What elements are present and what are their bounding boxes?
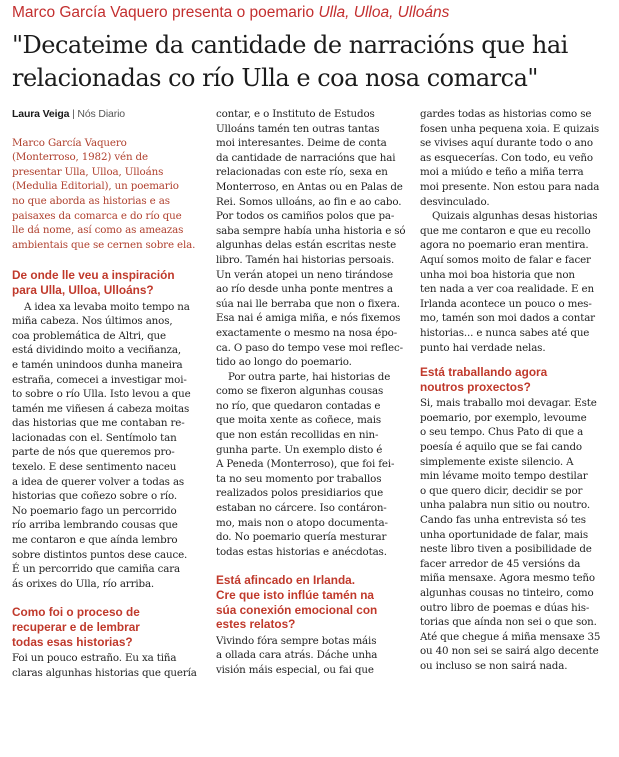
question-heading — [12, 605, 212, 649]
text-line: claras algunhas historias que quería — [12, 666, 197, 679]
text-line: todas estas historias e anécdotas. — [216, 545, 387, 558]
text-line: Por outra parte, hai historias de — [228, 370, 391, 383]
text-line: estaban no cárcere. Iso contáron- — [216, 502, 387, 515]
text-line: sobre distintos puntos dese cauce. — [12, 548, 188, 561]
text-line: ás orixes do Ulla, río arriba. — [12, 577, 155, 590]
text-line: outro libro de poemas e dúas his- — [420, 601, 590, 614]
text-line: Até que chegue á miña mensaxe 35 — [420, 630, 601, 643]
text-line: que moita xente as coñece, mais — [216, 414, 382, 427]
text-line: lle dá nome, así como as ameazas — [12, 224, 184, 237]
text-line: poesía é aquilo que se fai cando — [420, 441, 582, 454]
text-line: De onde lle veu a inspiración — [12, 268, 175, 283]
text-line: contar, e o Instituto de Estudos — [216, 108, 375, 120]
text-line: facer arredor de 45 versións da — [420, 557, 581, 570]
text-line: ao río desde unha ponte mentres a — [216, 283, 393, 296]
text-line: do. No poemario quería mesturar — [216, 531, 387, 544]
text-line: saba sempre había unha historia e só — [216, 224, 406, 237]
kicker-text: Marco García Vaquero presenta o poemario — [12, 4, 319, 21]
byline — [12, 107, 212, 122]
question-heading — [420, 365, 619, 394]
text-line: Aquí somos moito de falar e facer — [420, 253, 591, 266]
text-line: relacionadas con este río, sexa en — [216, 166, 388, 179]
text-line: A Peneda (Monterroso), que foi fei- — [216, 458, 395, 471]
text-line: neste libro tiven a posibilidade de — [420, 543, 592, 556]
text-line: ca. O paso do tempo vese moi reflec- — [216, 341, 403, 354]
article-headline — [12, 29, 612, 95]
text-line: unha oportunidade de falar, mais — [420, 528, 588, 541]
question-heading — [12, 268, 212, 297]
article-kicker — [12, 4, 612, 22]
text-line: súa conexión emocional con — [216, 602, 378, 617]
text-line: lacionadas con el. Sentímolo tan — [12, 431, 177, 444]
text-line: Marco García Vaquero — [12, 136, 127, 149]
text-line: to sobre o río Ulla. Isto levou a que — [12, 388, 191, 401]
text-line: Foi un pouco estraño. Eu xa tiña — [12, 652, 177, 665]
column-3 — [420, 107, 619, 674]
text-line: desvinculado. — [420, 195, 490, 208]
text-line: Cando fas unha entrevista só tes — [420, 514, 586, 527]
text-line: mo, mais non o atopo documenta- — [216, 516, 388, 529]
text-line: (Medulia Editorial), un poemario — [12, 180, 179, 193]
kicker-book-title: Ulla, Ulloa, Ulloáns — [318, 4, 450, 21]
text-line: presentar Ulla, Ulloa, Ulloáns — [12, 165, 164, 178]
text-line: coa problemática de Altri, que — [12, 329, 166, 342]
text-line: Monterroso, en Antas ou en Palas de — [216, 180, 403, 193]
text-line: Cre que isto inflúe tamén na — [216, 588, 374, 602]
text-line: É un percorrido que camiña cara — [12, 563, 181, 576]
text-line: estes relatos? — [216, 617, 296, 632]
text-line: torias que aínda non sei o que son. — [420, 616, 597, 629]
answer-paragraph — [12, 300, 212, 592]
text-line: estraña, comecei a investigar moi- — [12, 373, 187, 386]
text-line: Si, mais traballo moi devagar. Este — [420, 397, 597, 410]
text-line: as esquecerías. Con todo, eu veño — [420, 151, 593, 164]
text-line: visión máis especial, ou fai que — [216, 663, 374, 676]
text-line: río arriba lembrando cousas que — [12, 519, 178, 532]
question-heading — [216, 573, 416, 631]
text-line: e tamén unindoos dunha maneira — [12, 358, 183, 371]
byline-separator: | — [69, 108, 78, 120]
text-line: Irlanda acontece un pouco o mes- — [420, 297, 592, 310]
text-line: Como foi o proceso de — [12, 605, 140, 620]
text-line: Un verán atopei un neno tirándose — [216, 268, 393, 281]
text-line: parte de nós que queremos pro- — [12, 446, 175, 459]
text-line: unha palabra nun sitio ou noutro. — [420, 499, 591, 512]
text-line: Por todos os camiños polos que pa- — [216, 210, 395, 223]
text-line: que non están recollidas en nin- — [216, 429, 379, 442]
text-line: mo, tamén son moi dados a contar — [420, 312, 595, 325]
text-line: da cantidade de narracións que hai — [216, 151, 396, 164]
text-line: (Monterroso, 1982) vén de — [12, 151, 148, 164]
text-line: min lévame moito tempo destilar — [420, 470, 588, 483]
text-line: o seu tempo. Chus Pato di que a — [420, 426, 584, 439]
text-line: ta no seu momento por traballos — [216, 472, 382, 485]
text-line: está dividindo moito a veciñanza, — [12, 344, 182, 357]
text-line: exactamente o mesmo na nosa épo- — [216, 326, 398, 339]
text-line: agora no poemario eran mentira. — [420, 239, 589, 252]
text-line: das historias que me contaban re- — [12, 417, 185, 430]
text-line: texelo. E dese sentimento naceu — [12, 461, 177, 474]
answer-paragraph — [216, 634, 416, 678]
text-line: Rei. Somos ulloáns, ao fin e ao cabo. — [216, 195, 402, 208]
text-line: ambientais que se cernen sobre ela. — [12, 238, 196, 251]
text-line: Ulloáns tamén ten outras tantas — [216, 122, 380, 135]
text-line: Está afincado en Irlanda. — [216, 573, 355, 588]
text-line: algunhas cousas no tinteiro, como — [420, 587, 594, 599]
text-line: tido ao longo do poemario. — [216, 356, 352, 369]
text-line: a ollada cara atrás. Dáche unha — [216, 649, 378, 662]
text-line: Esa nai é amiga miña, e nós fixemos — [216, 312, 401, 325]
headline-line: relacionadas co río Ulla e coa nosa comarca" — [12, 64, 538, 92]
text-line: o que quero dicir, decidir se por — [420, 484, 583, 497]
text-line: Quizais algunhas desas historias — [432, 210, 598, 223]
text-line: no río, que quedaron contadas e — [216, 399, 381, 412]
text-line: miña mensaxe. Agora mesmo teño — [420, 572, 595, 585]
text-line: me contaron e que aínda lembro — [12, 534, 178, 547]
text-line: unha moi boa historia que non — [420, 268, 575, 281]
text-line: que me contaron e que eu recollo — [420, 224, 591, 237]
text-line: No poemario fago un percorrido — [12, 504, 177, 517]
text-line: moi presente. Non estou para nada — [420, 180, 600, 193]
text-line: ou incluso se non sairá nada. — [420, 659, 568, 672]
text-line: libro. Tamén hai historias persoais. — [216, 253, 395, 266]
answer-paragraph — [420, 107, 619, 209]
text-line: Está traballando agora — [420, 365, 548, 380]
answer-paragraph — [216, 107, 416, 370]
text-line: historias... e nunca sabes até que — [420, 326, 590, 339]
text-line: algunhas delas están escritas neste — [216, 239, 397, 252]
text-line: noutros proxectos? — [420, 379, 531, 394]
text-line: ou 40 non sei se sairá algo decente — [420, 645, 599, 658]
text-line: ten nada a ver coa realidade. E en — [420, 283, 594, 296]
answer-paragraph — [420, 396, 619, 673]
answer-paragraph — [216, 370, 416, 560]
column-2 — [216, 107, 416, 678]
text-line: para Ulla, Ulloa, Ulloáns? — [12, 282, 154, 297]
text-line: poemario, por exemplo, levoume — [420, 411, 587, 424]
text-line: miña cabeza. Nos últimos anos, — [12, 315, 173, 328]
text-line: moi interesantes. Deime de conta — [216, 137, 387, 150]
outlet-name: Nós Diario — [77, 108, 125, 120]
text-line: súa nai lle berraba que non o fixera. — [216, 297, 400, 310]
text-line: como se fixeron algunhas cousas — [216, 385, 384, 398]
author-name: Laura Veiga — [12, 108, 70, 120]
text-line: gardes todas as historias como se — [420, 108, 592, 120]
text-line: Vivindo fóra sempre botas máis — [216, 634, 377, 647]
lead-paragraph — [12, 136, 212, 253]
answer-paragraph — [420, 209, 619, 355]
text-line: recuperar e de lembrar — [12, 620, 140, 634]
text-line: fosen unha pequena xoia. E quizais — [420, 122, 599, 135]
text-line: se vivises aquí durante todo o ano — [420, 137, 593, 150]
text-line: a idea de querer volver a todas as — [12, 475, 185, 488]
text-line: paisaxes da comarca e do río que — [12, 209, 182, 222]
text-line: todas esas historias? — [12, 634, 133, 649]
text-line: no que aborda as historias e as — [12, 194, 170, 207]
text-line: A idea xa levaba moito tempo na — [24, 300, 190, 313]
text-line: moi a miúdo e teño a miña terra — [420, 166, 584, 179]
column-1 — [12, 107, 212, 680]
text-line: gunha parte. Un exemplo disto é — [216, 443, 383, 456]
answer-paragraph — [12, 651, 212, 680]
headline-line: "Decateime da cantidade de narracións que hai — [12, 31, 568, 59]
text-line: realizados polos presidiarios que — [216, 487, 384, 500]
text-line: tamén me viñesen á cabeza moitas — [12, 402, 190, 415]
text-line: simplemente existe silencio. A — [420, 455, 574, 468]
text-line: historias que coñezo sobre o río. — [12, 490, 178, 503]
text-line: punto hai verdade nelas. — [420, 341, 546, 354]
